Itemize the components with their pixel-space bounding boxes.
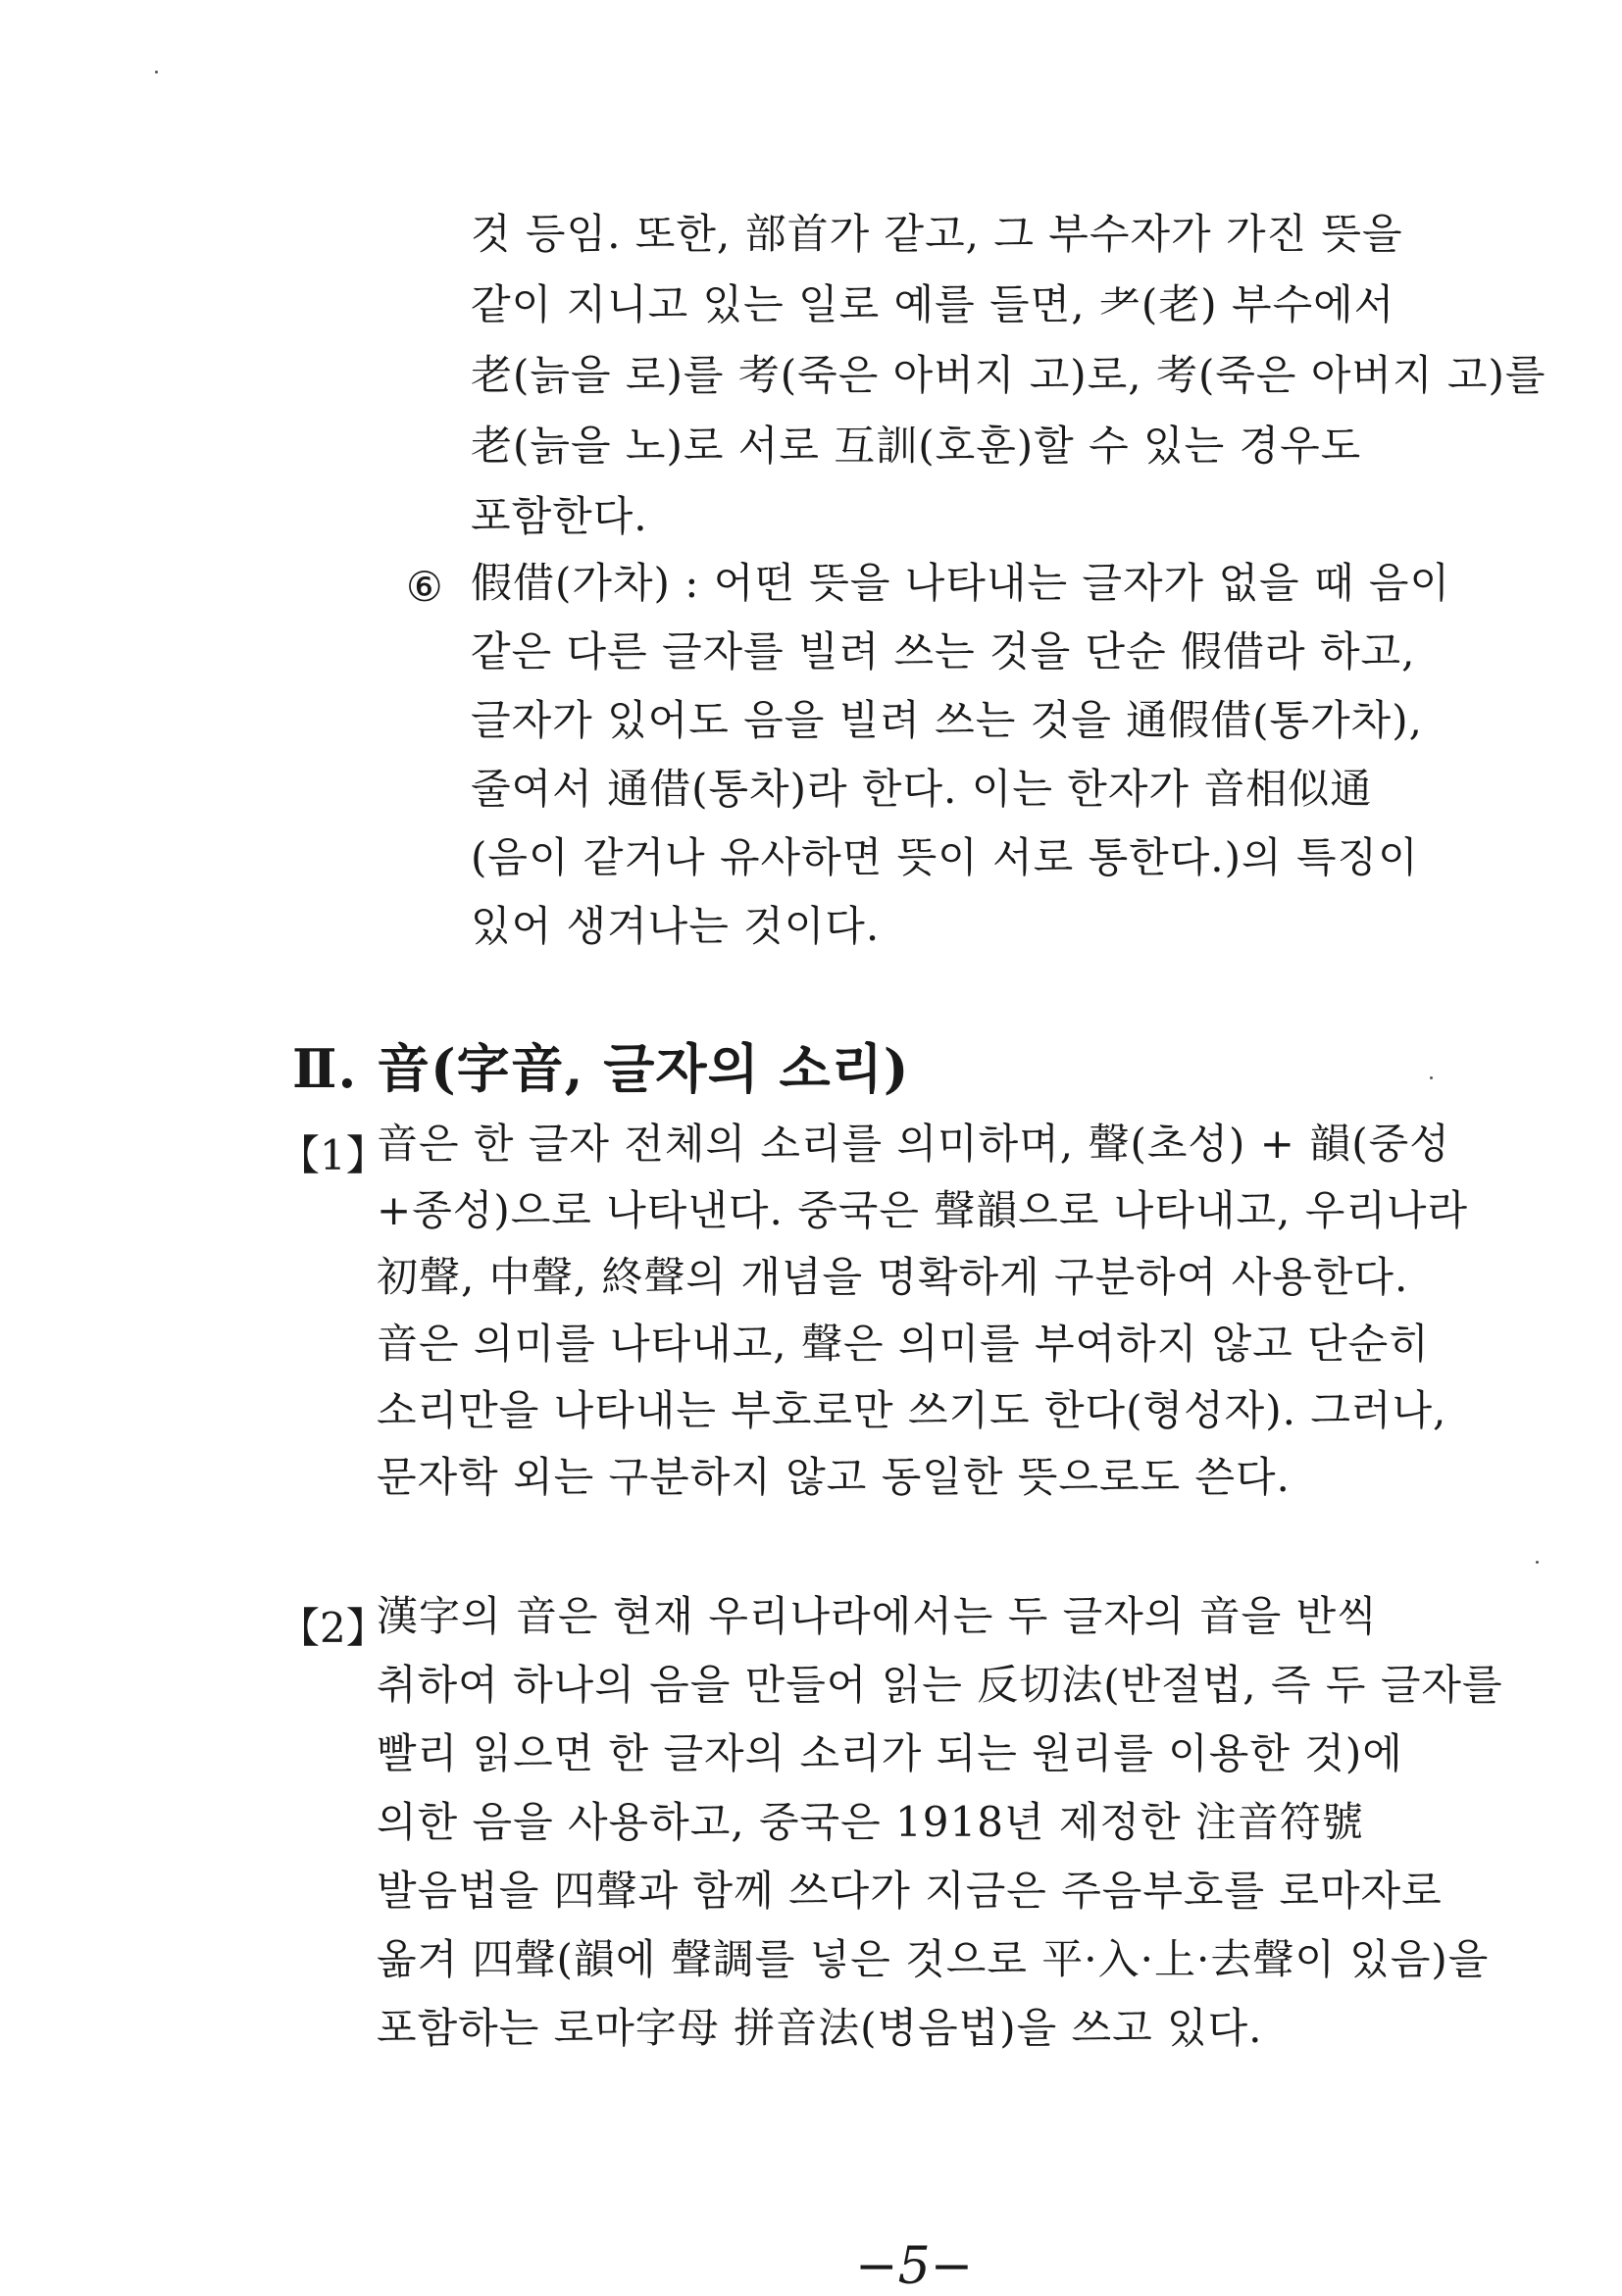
text-line: 소리만을 나타내는 부호로만 쓰기도 한다(형성자). 그러나, bbox=[377, 1386, 1447, 1434]
page-number: −5− bbox=[855, 2237, 974, 2296]
scan-speck bbox=[1536, 1561, 1539, 1564]
paragraph-marker: 【1】 bbox=[279, 1131, 387, 1179]
text-line: 발음법을 四聲과 함께 쓰다가 지금은 주음부호를 로마자로 bbox=[377, 1867, 1443, 1915]
text-line: 같이 지니고 있는 일로 예를 들면, 耂(老) 부수에서 bbox=[471, 280, 1395, 328]
text-line: +종성)으로 나타낸다. 중국은 聲韻으로 나타내고, 우리나라 bbox=[377, 1186, 1469, 1234]
section-heading: Ⅱ. 音(字音, 글자의 소리) bbox=[292, 1037, 910, 1100]
text-line: 假借(가차) : 어떤 뜻을 나타내는 글자가 없을 때 음이 bbox=[471, 559, 1451, 607]
text-line: 취하여 하나의 음을 만들어 읽는 反切法(반절법, 즉 두 글자를 bbox=[377, 1661, 1503, 1709]
text-line: 初聲, 中聲, 終聲의 개념을 명확하게 구분하여 사용한다. bbox=[377, 1253, 1409, 1301]
text-line: 老(늙을 로)를 考(죽은 아버지 고)로, 考(죽은 아버지 고)를 bbox=[471, 351, 1546, 399]
text-line: 글자가 있어도 음을 빌려 쓰는 것을 通假借(통가차), bbox=[471, 696, 1423, 744]
text-line: 빨리 읽으면 한 글자의 소리가 되는 원리를 이용한 것)에 bbox=[377, 1729, 1403, 1777]
text-line: 漢字의 音은 현재 우리나라에서는 두 글자의 音을 반씩 bbox=[377, 1592, 1378, 1640]
text-line: 포함한다. bbox=[471, 492, 648, 540]
text-line: 老(늙을 노)로 서로 互訓(호훈)할 수 있는 경우도 bbox=[471, 422, 1362, 470]
text-line: 포함하는 로마字母 拼音法(병음법)을 쓰고 있다. bbox=[377, 2004, 1263, 2052]
text-line: 것 등임. 또한, 部首가 같고, 그 부수자가 가진 뜻을 bbox=[471, 210, 1403, 258]
text-line: 音은 의미를 나타내고, 聲은 의미를 부여하지 않고 단순히 bbox=[377, 1320, 1430, 1368]
text-line: 줄여서 通借(통차)라 한다. 이는 한자가 音相似通 bbox=[471, 765, 1373, 813]
item-number-marker: ⑥ bbox=[406, 563, 443, 611]
scan-speck bbox=[155, 71, 158, 74]
text-line: 音은 한 글자 전체의 소리를 의미하며, 聲(초성) + 韻(중성 bbox=[377, 1120, 1450, 1168]
text-line: 같은 다른 글자를 빌려 쓰는 것을 단순 假借라 하고, bbox=[471, 627, 1416, 675]
text-line: 있어 생겨나는 것이다. bbox=[471, 902, 881, 950]
text-line: 문자학 외는 구분하지 않고 동일한 뜻으로도 쓴다. bbox=[377, 1453, 1291, 1501]
paragraph-marker: 【2】 bbox=[279, 1604, 387, 1652]
scan-speck bbox=[1430, 1076, 1433, 1079]
text-line: 옮겨 四聲(韻에 聲調를 넣은 것으로 平·入·上·去聲이 있음)을 bbox=[377, 1935, 1490, 1983]
text-line: 의한 음을 사용하고, 중국은 1918년 제정한 注音符號 bbox=[377, 1798, 1364, 1846]
text-line: (음이 같거나 유사하면 뜻이 서로 통한다.)의 특징이 bbox=[471, 833, 1419, 881]
